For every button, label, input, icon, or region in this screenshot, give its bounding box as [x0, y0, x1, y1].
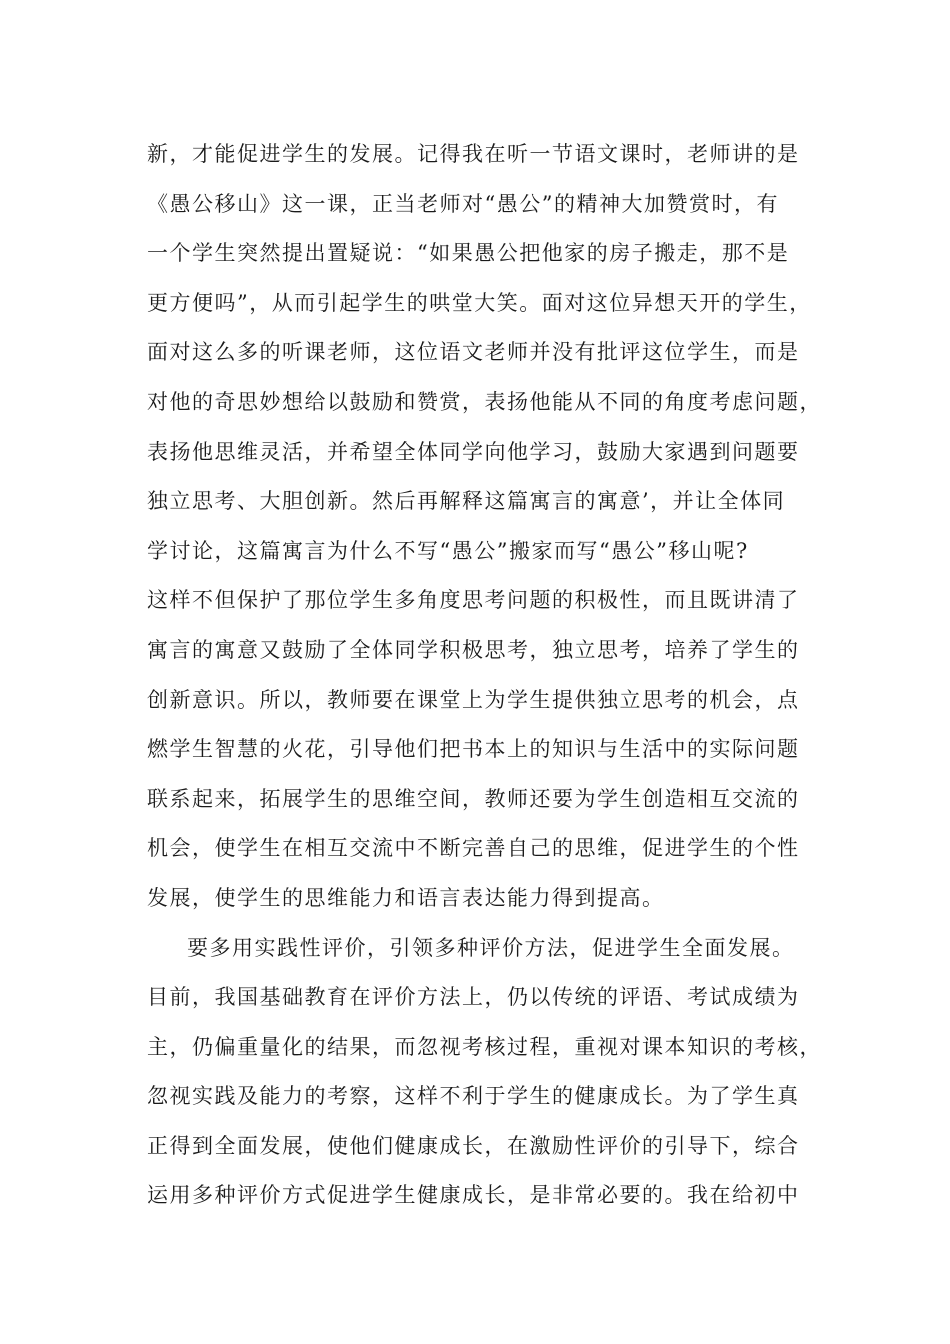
- text-line: 燃学生智慧的火花，引导他们把书本上的知识与生活中的实际问题: [147, 737, 800, 762]
- text-line: 一个学生突然提出置疑说：“如果愚公把他家的房子搬走，那不是: [147, 241, 790, 266]
- text-line: 发展，使学生的思维能力和语言表达能力得到提高。: [147, 885, 665, 910]
- text-line: 目前，我国基础教育在评价方法上，仍以传统的评语、考试成绩为: [147, 985, 800, 1010]
- paragraph: [147, 924, 822, 1222]
- text-line: 联系起来，拓展学生的思维空间，教师还要为学生创造相互交流的: [147, 786, 800, 811]
- text-line: 要多用实践性评价，引领多种评价方法，促进学生全面发展。: [187, 935, 795, 960]
- text-line: 表扬他思维灵活，并希望全体同学向他学习，鼓励大家遇到问题要: [147, 439, 800, 464]
- text-line: 学讨论，这篇寓言为什么不写“愚公”搬家而写“愚公”移山呢?: [147, 538, 749, 563]
- text-line: 《愚公移山》这一课，正当老师对“愚公”的精神大加赞赏时，有: [147, 191, 779, 216]
- text-line: 正得到全面发展，使他们健康成长，在激励性评价的引导下，综合: [147, 1133, 800, 1158]
- body-text: [147, 130, 822, 1221]
- text-line: 创新意识。所以，教师要在课堂上为学生提供独立思考的机会，点: [147, 687, 800, 712]
- text-line: 这样不但保护了那位学生多角度思考问题的积极性，而且既讲清了: [147, 588, 800, 613]
- text-line: 新，才能促进学生的发展。记得我在听一节语文课时，老师讲的是: [147, 142, 800, 166]
- text-line: 面对这么多的听课老师，这位语文老师并没有批评这位学生，而是: [147, 340, 800, 365]
- text-line: 更方便吗”，从而引起学生的哄堂大笑。面对这位异想天开的学生，: [147, 290, 812, 315]
- text-line: 主，仍偏重量化的结果，而忽视考核过程，重视对课本知识的考核，: [147, 1034, 822, 1059]
- text-line: 忽视实践及能力的考察，这样不利于学生的健康成长。为了学生真: [147, 1084, 800, 1109]
- text-line: 机会，使学生在相互交流中不断完善自己的思维，促进学生的个性: [147, 836, 800, 861]
- text-line: 寓言的寓意又鼓励了全体同学积极思考，独立思考，培养了学生的: [147, 637, 800, 662]
- text-line: 对他的奇思妙想给以鼓励和赞赏，表扬他能从不同的角度考虑问题，: [147, 389, 822, 414]
- text-line: 运用多种评价方式促进学生健康成长，是非常必要的。我在给初中: [147, 1183, 800, 1208]
- paragraph: [147, 130, 822, 924]
- text-line: 独立思考、大胆创新。然后再解释这篇寓言的寓意’，并让全体同: [147, 489, 786, 514]
